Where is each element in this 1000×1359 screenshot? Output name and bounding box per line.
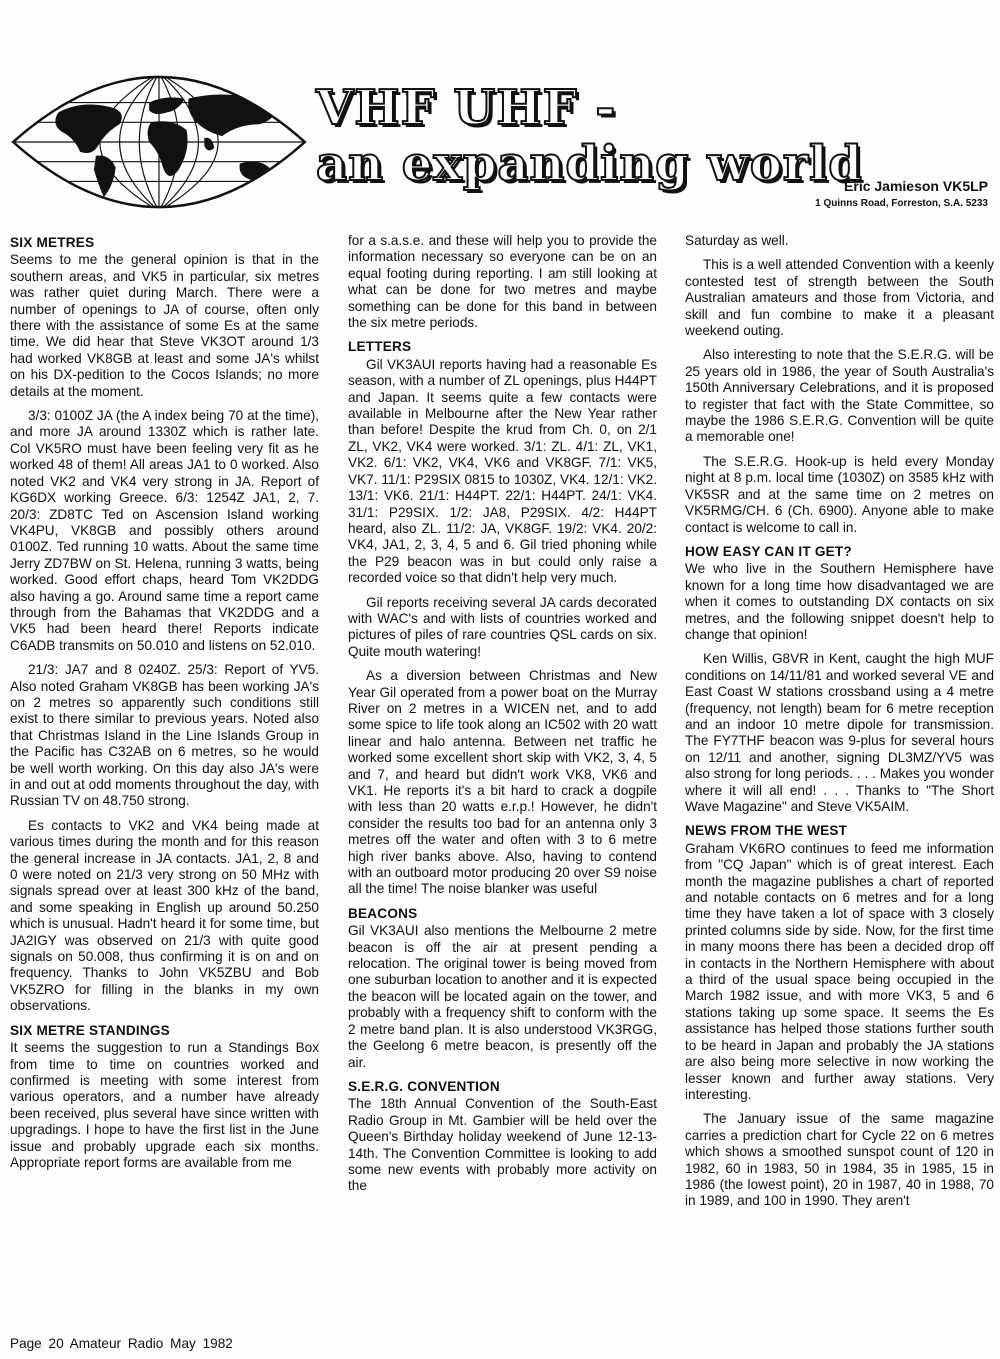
article-title-line-2: an expanding world — [316, 136, 863, 192]
section-heading-six-metres: SIX METRES — [10, 235, 95, 250]
paragraph: Saturday as well. — [685, 233, 789, 248]
section-heading-six-metre-standings: SIX METRE STANDINGS — [10, 1022, 170, 1038]
paragraph: for a s.a.s.e. and these will help you to provide the information necessary so everyone can be on an equal footing during reporting. I am still looking at what can be done for two metres and maybe something can be done for this band in between the six metre periods. — [348, 233, 657, 331]
paragraph: The S.E.R.G. Hook-up is held every Monday night at 8 p.m. local time (1030Z) on 3585 kHz with VK5SR and at the same time on 2 metres on VK5RMG/CH. 6 (Ch. 6900). Anyone able to make contact is welcome to call in. — [685, 453, 994, 535]
paragraph: Seems to me the general opinion is that in the southern areas, and VK5 in particular, six metres was rather quiet during March. There were a number of openings to JA of course, often only there with the assistance of some Es at the same time. We did hear that Steve VK3OT around 1/3 had worked VK8GB at least and some JA's whilst on his DX-pedition to the Cocos Islands; no more details at the moment. — [10, 252, 319, 399]
paragraph: As a diversion between Christmas and New Year Gil operated from a power boat on the Murray River on 2 metres in a WICEN net, and to add some spice to life took along an IC502 with 20 watt linear and halo antenna. Between net traffic he worked some excellent short skip with VK2, 3, 4, 5 and 7, and heard but didn't work VK8, VK6 and VK1. He reports it's a bit hard to crack a dogpile with less than 20 watts e.r.p.! However, he didn't consider the results too bad for an antenna only 3 metres off the water and often with 3 to 6 metre high river banks above. Also, having to contend with an outboard motor producing 20 over S9 noise all the time! The noise blanker was useful — [348, 668, 657, 897]
paragraph: Graham VK6RO continues to feed me information from "CQ Japan" which is of great interest. Each month the magazine publishes a chart of reported and notable contacts on 6 metres and for a long time they have taken a lot of space with 3 closely printed columns side by side. Now, for the first time in many moons there has been a decided drop off in contacts in the Northern Hemisphere with about a third of the usual space being occupied in the March 1982 issue, and with more VK3, 5 and 6 stations taking up some space. It seems the Es assistance has helped those stations further south to be heard in Japan and probably the JA stations are also being more selective in now working the lesser known and further away stations. Very interesting. — [685, 840, 994, 1102]
paragraph: The January issue of the same magazine carries a prediction chart for Cycle 22 on 6 metres which shows a smoothed sunspot count of 120 in 1982, 60 in 1983, 50 in 1984, 35 in 1985, 15 in 1986 (the lowest point), 20 in 1987, 40 in 1988, 70 in 1989, and 100 in 1990. They aren't — [685, 1111, 994, 1209]
masthead — [0, 0, 1000, 230]
byline — [815, 178, 988, 209]
world-map-globe-icon — [10, 73, 308, 211]
paragraph: This is a well attended Convention with a keenly contested test of strength between the South Australian amateurs and those from Victoria, and skill and fun combine to make it a pleasant weekend outing. — [685, 257, 994, 339]
paragraph: Ken Willis, G8VR in Kent, caught the high MUF conditions on 14/11/81 and worked several VE and East Coast W stations crossband using a 4 metre (frequency, not length) beam for 6 metre reception and an indoor 10 metre dipole for transmission. The FY7THF beacon was 9-plus for several hours on 12/11 and another, signing DL3MZ/YV5 was also strong for long periods. . . . Makes you wonder where it will all end! . . . Thanks to "The Short Wave Magazine" and Steve VK5AIM. — [685, 651, 994, 814]
section-heading-beacons: BEACONS — [348, 905, 418, 921]
column-2 — [348, 233, 657, 1325]
paragraph: 3/3: 0100Z JA (the A index being 70 at the time), and more JA around 1330Z which is rather late. Col VK5RO must have been feeling very fit as he worked 48 of them! All areas JA1 to 0 worked. Also noted VK2 and VK4 very strong in JA. Report of KG6DX working Greece. 6/3: 1254Z JA1, 2, 7. 20/3: ZD8TC Ted on Ascension Island working VK4PU, VK8GB and possibly others around 0100Z. Ted running 10 watts. About the same time Jerry ZD7BW on St. Helena, running 3 watts, being worked. Good effort chaps, heard Tom VK2DDG also having a go. Around same time a report came through from the Bahamas that VK2DDG and a VK5 had been heard there! Reports indicate C6ADB transmits on 50.010 and listens on 52.010. — [10, 408, 319, 653]
section-heading-news-from-the-west: NEWS FROM THE WEST — [685, 823, 848, 839]
column-3 — [685, 233, 994, 1325]
column-1 — [10, 233, 319, 1325]
article-title-line-1: VHF UHF - — [316, 80, 617, 136]
paragraph: Also interesting to note that the S.E.R.G. will be 25 years old in 1986, the year of South Australia's 150th Anniversary Celebrations, and it is proposed to register that fact with the State Committee, so maybe the 1986 S.E.R.G. Convention will be quite a memorable one! — [685, 347, 994, 445]
paragraph: Gil reports receiving several JA cards decorated with WAC's and with lists of countries worked and pictures of piles of rare countries QSL cards on six. Quite mouth watering! — [348, 594, 657, 659]
paragraph: Es contacts to VK2 and VK4 being made at various times during the month and for this reason the general increase in JA contacts. JA1, 2, 8 and 0 were noted on 21/3 very strong on 50 MHz with signals spread over at least 300 kHz of the band, and some speaking in English up around 50.250 which is unusual. Hadn't heard it for some time, but JA2IGY was observed on 21/3 with quite good signals on 50.008, thus confirming it is on and on frequency. Thanks to John VK5ZBU and Bob VK5ZRO for filling in the blanks in my own observations. — [10, 817, 319, 1014]
page-footer: Page 20 Amateur Radio May 1982 — [10, 1336, 233, 1351]
paragraph: 21/3: JA7 and 8 0240Z. 25/3: Report of YV5. Also noted Graham VK8GB has been working JA's on 2 metres so apparently such conditions still exist to there similar to previous years. Noted also that Christmas Island in the Line Islands Group in the Pacific has C32AB on 6 metres, so he would be well worth working. On this day also JA's were in and out at odd moments throughout the day, with Russian TV on 48.750 strong. — [10, 662, 319, 809]
section-heading-letters: LETTERS — [348, 339, 412, 355]
author-address: 1 Quinns Road, Forreston, S.A. 5233 — [815, 198, 988, 209]
paragraph: It seems the suggestion to run a Standings Box from time to time on countries worked and confirmed is meeting with some interest from various operators, and a number have already been received, plus several have since written with upgradings. I hope to have the first list in the June issue and probably upgrade each six months. Appropriate report forms are available from me — [10, 1040, 319, 1170]
section-heading-serg-convention: S.E.R.G. CONVENTION — [348, 1078, 500, 1094]
paragraph: We who live in the Southern Hemisphere have known for a long time how disadvantaged we are when it comes to outstanding DX contacts on six metres, and the following snippet doesn't help to change that opinion! — [685, 561, 994, 642]
paragraph: Gil VK3AUI reports having had a reasonable Es season, with a number of ZL openings, plus H44PT and Japan. It seems quite a few contacts were available in Melbourne after the New Year rather than before! Despite the krud from Ch. 0, on 2/1 ZL, VK2, VK4 were worked. 3/1: ZL. 4/1: ZL, VK1, VK2. 6/1: VK2, VK4, VK6 and VK8GF. 7/1: VK5, VK7. 11/1: P29SIX 0815 to 1030Z, VK4. 12/1: VK2. 13/1: VK6. 21/1: H44PT. 22/1: H44PT. 24/1: VK4. 31/1: P29SIX. 1/2: JA8, P29SIX. 4/2: H44PT heard, also ZL. 11/2: JA, VK8GF. 19/2: VK4. 20/2: VK4, JA1, 2, 3, 4, 5 and 6. Gil tried phoning while the P29 beacon was in but could only raise a recorded voice so that didn't help very much. — [348, 356, 657, 586]
author-name: Eric Jamieson VK5LP — [844, 178, 988, 194]
article-body — [10, 233, 994, 1325]
section-heading-how-easy: HOW EASY CAN IT GET? — [685, 543, 852, 559]
paragraph: Gil VK3AUI also mentions the Melbourne 2 metre beacon is off the air at present pending a relocation. The original tower is being moved from one suburban location to another and it is expected the beacon will be located again on the tower, and probably with a frequency shift to conform with the 2 metre band plan. It is also understood VK3RGG, the Geelong 6 metre beacon, is presently off the air. — [348, 923, 657, 1070]
paragraph: The 18th Annual Convention of the South-East Radio Group in Mt. Gambier will be held over the Queen's Birthday holiday weekend of June 12-13-14th. The Convention Committee is looking to add some new events with probably more activity on the — [348, 1096, 657, 1194]
